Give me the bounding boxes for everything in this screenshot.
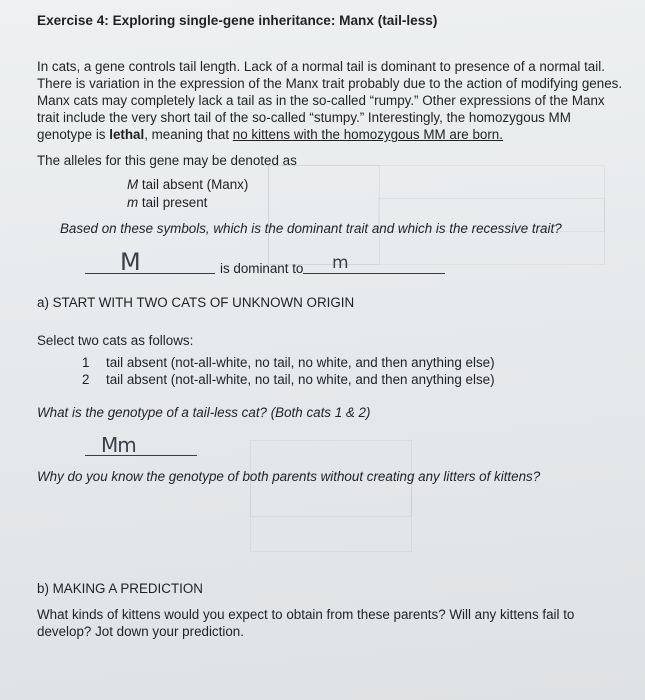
bleed-through-table-cell	[268, 165, 380, 265]
intro-line-1: In cats, a gene controls tail length. Lack of a normal tail is dominant to presence of a normal tail.	[37, 59, 605, 74]
intro-line-2: There is variation in the expression of the Manx trait probably due to the action of modifying genes.	[37, 76, 623, 91]
allele-M-description: tail absent (Manx)	[138, 177, 249, 192]
intro-line-5-start: genotype is	[37, 127, 110, 142]
intro-line-4: trait include the very short tail of the so-called “stumpy.” Interestingly, the homozygous MM	[37, 110, 571, 125]
intro-line-5-middle: , meaning that	[144, 127, 233, 142]
section-a-heading: a) START WITH TWO CATS OF UNKNOWN ORIGIN	[37, 295, 355, 310]
allele-m-row	[127, 194, 207, 211]
intro-line-3: Manx cats may completely lack a tail as in the so-called “rumpy.” Other expressions of the Manx	[37, 93, 605, 108]
dominant-answer-handwritten: M	[120, 248, 141, 276]
allele-M-row	[127, 176, 248, 193]
recessive-answer-handwritten: m	[332, 253, 349, 273]
exercise-title: Exercise 4: Exploring single-gene inheritance: Manx (tail-less)	[37, 13, 438, 28]
alleles-intro: The alleles for this gene may be denoted as	[37, 153, 297, 168]
why-question: Why do you know the genotype of both parents without creating any litters of kittens?	[37, 469, 541, 484]
cat-1-number: 1	[82, 355, 90, 370]
prediction-question-line-1: What kinds of kittens would you expect to obtain from these parents? Will any kittens fail to	[37, 607, 575, 622]
allele-m-symbol: m	[127, 195, 139, 210]
prediction-question-line-2: develop? Jot down your prediction.	[37, 624, 244, 639]
intro-underlined-statement: no kittens with the homozygous MM are born.	[232, 127, 503, 142]
allele-M-symbol: M	[127, 177, 139, 192]
allele-m-description: tail present	[138, 195, 208, 210]
genotype-answer-handwritten: Mm	[101, 433, 136, 457]
lethal-word: lethal	[109, 127, 145, 142]
dominant-answer-blank[interactable]	[85, 273, 215, 274]
select-cats-intro: Select two cats as follows:	[37, 333, 194, 348]
dominance-question: Based on these symbols, which is the dominant trait and which is the recessive trait?	[60, 221, 562, 236]
genotype-question: What is the genotype of a tail-less cat? (Both cats 1 & 2)	[37, 405, 371, 420]
intro-line-5	[37, 126, 503, 143]
cat-2-description: tail absent (not-all-white, no tail, no white, and then anything else)	[106, 372, 495, 387]
cat-2-number: 2	[82, 372, 90, 387]
cat-1-description: tail absent (not-all-white, no tail, no white, and then anything else)	[106, 355, 495, 370]
dominance-connector: is dominant to	[220, 261, 304, 276]
recessive-answer-blank[interactable]	[303, 273, 445, 274]
section-b-heading: b) MAKING A PREDICTION	[37, 581, 203, 596]
